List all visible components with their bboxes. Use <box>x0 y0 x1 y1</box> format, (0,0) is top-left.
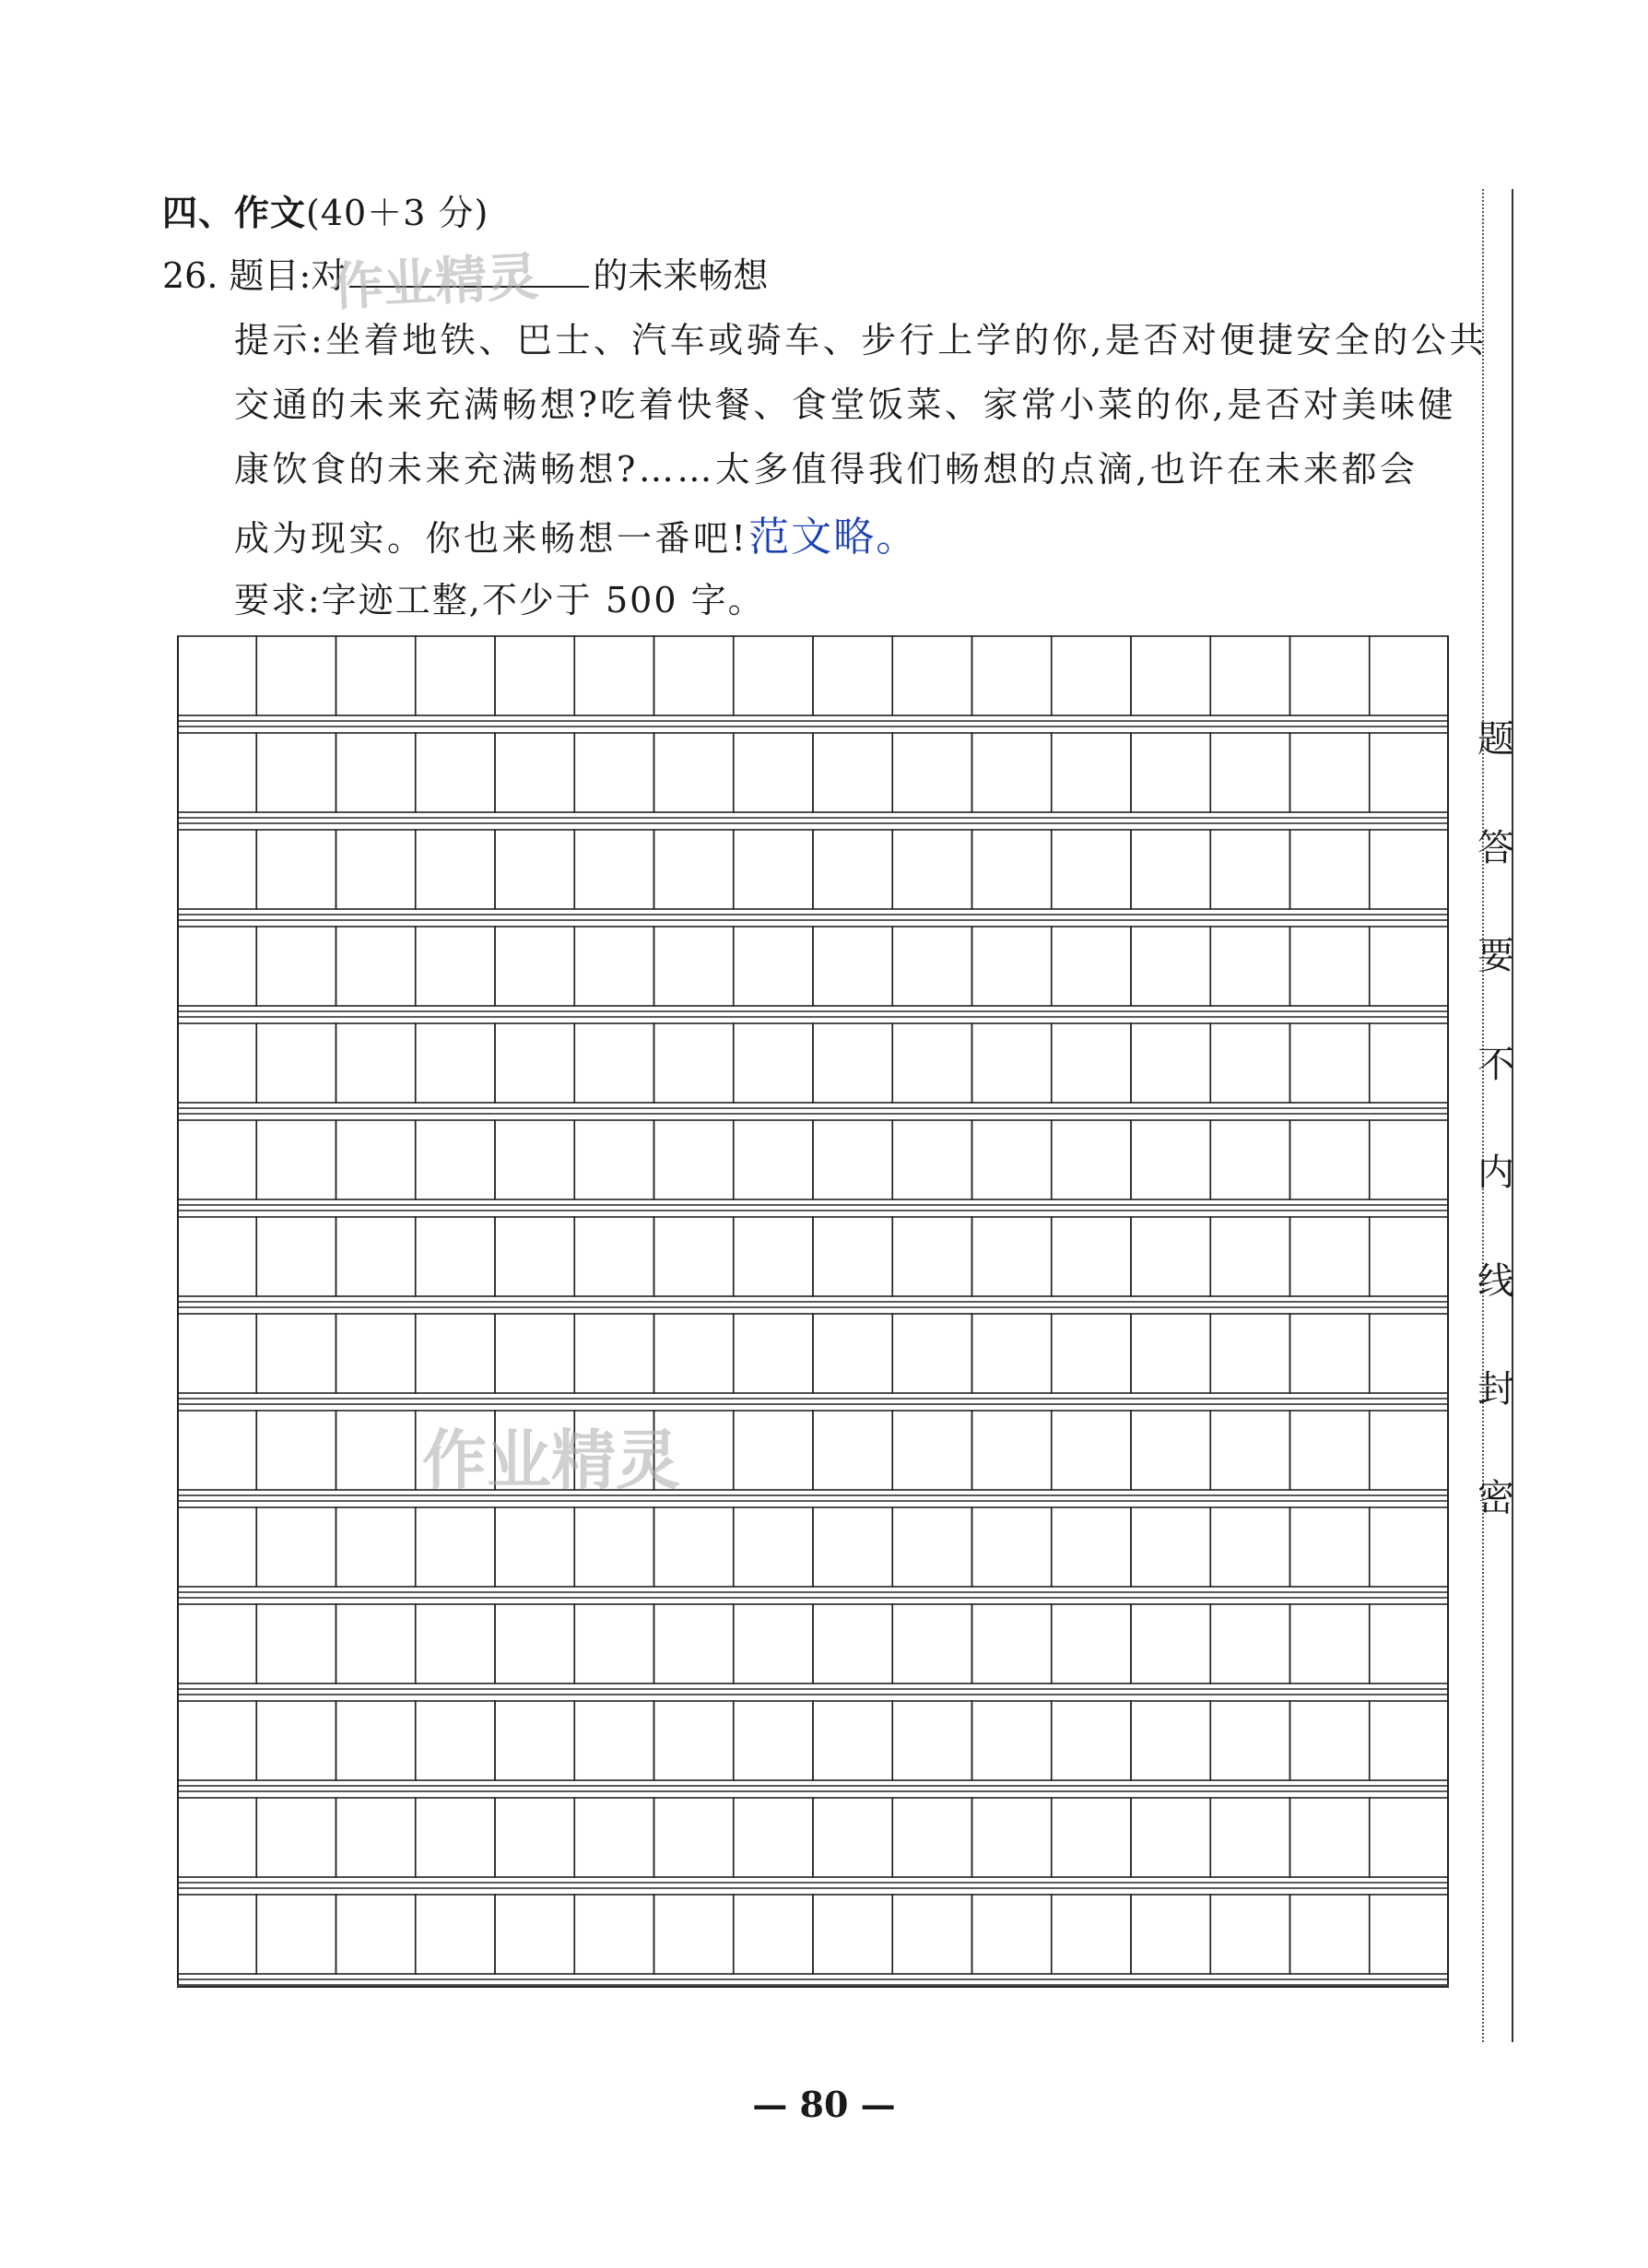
grid-cell[interactable] <box>177 636 256 715</box>
grid-cell[interactable] <box>1210 1604 1289 1683</box>
grid-cell[interactable] <box>892 1895 971 1974</box>
grid-cell[interactable] <box>256 1895 335 1974</box>
grid-cell[interactable] <box>416 636 495 715</box>
grid-cell[interactable] <box>177 830 256 909</box>
grid-cell[interactable] <box>495 1314 574 1393</box>
grid-cell[interactable] <box>256 1120 335 1199</box>
grid-cell[interactable] <box>734 1604 813 1683</box>
grid-cell[interactable] <box>972 1217 1052 1296</box>
grid-cell[interactable] <box>654 636 734 715</box>
grid-cell[interactable] <box>892 636 971 715</box>
grid-cell[interactable] <box>734 1314 813 1393</box>
grid-cell[interactable] <box>972 927 1052 1006</box>
grid-cell[interactable] <box>1290 1217 1370 1296</box>
grid-cell[interactable] <box>1210 1120 1289 1199</box>
grid-cell[interactable] <box>813 1217 892 1296</box>
grid-cell[interactable] <box>734 636 813 715</box>
grid-row[interactable] <box>177 1895 1449 1974</box>
grid-cell[interactable] <box>416 1895 495 1974</box>
grid-cell[interactable] <box>495 733 574 812</box>
grid-cell[interactable] <box>574 733 653 812</box>
grid-cell[interactable] <box>1131 1507 1210 1587</box>
grid-cell[interactable] <box>336 1701 416 1780</box>
grid-cell[interactable] <box>256 1023 335 1103</box>
grid-cell[interactable] <box>177 1120 256 1199</box>
grid-cell[interactable] <box>1131 1023 1210 1103</box>
grid-cell[interactable] <box>1210 830 1289 909</box>
grid-cell[interactable] <box>1370 1411 1449 1490</box>
grid-cell[interactable] <box>574 1120 653 1199</box>
grid-cell[interactable] <box>1290 1507 1370 1587</box>
grid-cell[interactable] <box>1210 1023 1289 1103</box>
grid-cell[interactable] <box>256 1314 335 1393</box>
grid-cell[interactable] <box>256 636 335 715</box>
grid-cell[interactable] <box>1131 733 1210 812</box>
grid-cell[interactable] <box>1210 1411 1289 1490</box>
grid-row[interactable] <box>177 1217 1449 1296</box>
grid-cell[interactable] <box>1052 1798 1131 1877</box>
grid-cell[interactable] <box>1290 1701 1370 1780</box>
grid-row[interactable] <box>177 1314 1449 1393</box>
grid-cell[interactable] <box>1210 636 1289 715</box>
grid-cell[interactable] <box>416 1314 495 1393</box>
grid-cell[interactable] <box>972 1411 1052 1490</box>
grid-cell[interactable] <box>336 1895 416 1974</box>
seal-line-notice <box>1473 710 1519 1521</box>
grid-cell[interactable] <box>256 1411 335 1490</box>
grid-cell[interactable] <box>1210 733 1289 812</box>
grid-cell[interactable] <box>972 1507 1052 1587</box>
grid-cell[interactable] <box>256 1507 335 1587</box>
hint-line-1: 提示:坐着地铁、巴士、汽车或骑车、步行上学的你,是否对便捷安全的公共 <box>234 320 1488 360</box>
grid-row[interactable] <box>177 733 1449 812</box>
grid-cell[interactable] <box>1210 1507 1289 1587</box>
grid-cell[interactable] <box>574 830 653 909</box>
grid-cell[interactable] <box>1052 1701 1131 1780</box>
seal-char: 要 <box>1477 935 1514 978</box>
grid-cell[interactable] <box>1052 1507 1131 1587</box>
grid-cell[interactable] <box>177 1314 256 1393</box>
grid-cell[interactable] <box>336 1798 416 1877</box>
grid-cell[interactable] <box>892 927 971 1006</box>
grid-cell[interactable] <box>416 1217 495 1296</box>
grid-cell[interactable] <box>1210 1314 1289 1393</box>
grid-cell[interactable] <box>177 1507 256 1587</box>
grid-cell[interactable] <box>336 1604 416 1683</box>
grid-cell[interactable] <box>495 1023 574 1103</box>
grid-cell[interactable] <box>1131 1411 1210 1490</box>
grid-cell[interactable] <box>1131 1120 1210 1199</box>
grid-cell[interactable] <box>654 1120 734 1199</box>
seal-char: 密 <box>1477 1476 1514 1519</box>
grid-cell[interactable] <box>734 1798 813 1877</box>
grid-cell[interactable] <box>336 927 416 1006</box>
grid-cell[interactable] <box>1052 1314 1131 1393</box>
grid-cell[interactable] <box>336 1411 416 1490</box>
grid-cell[interactable] <box>495 1507 574 1587</box>
grid-cell[interactable] <box>177 1701 256 1780</box>
grid-cell[interactable] <box>416 1507 495 1587</box>
grid-cell[interactable] <box>1370 1314 1449 1393</box>
grid-cell[interactable] <box>1290 1023 1370 1103</box>
grid-cell[interactable] <box>1131 636 1210 715</box>
grid-cell[interactable] <box>256 1217 335 1296</box>
grid-cell[interactable] <box>416 927 495 1006</box>
grid-cell[interactable] <box>336 830 416 909</box>
grid-cell[interactable] <box>1131 1895 1210 1974</box>
section-heading <box>162 184 489 235</box>
grid-cell[interactable] <box>654 1604 734 1683</box>
grid-cell[interactable] <box>256 1701 335 1780</box>
grid-row[interactable] <box>177 830 1449 909</box>
grid-row[interactable] <box>177 1023 1449 1103</box>
grid-cell[interactable] <box>416 1701 495 1780</box>
grid-cell[interactable] <box>495 636 574 715</box>
grid-cell[interactable] <box>892 1023 971 1103</box>
grid-cell[interactable] <box>972 1895 1052 1974</box>
grid-cell[interactable] <box>495 1701 574 1780</box>
grid-cell[interactable] <box>1370 1507 1449 1587</box>
grid-cell[interactable] <box>1210 1217 1289 1296</box>
section-heading-title: 四、作文 <box>162 192 307 233</box>
grid-cell[interactable] <box>892 733 971 812</box>
grid-cell[interactable] <box>1370 927 1449 1006</box>
grid-cell[interactable] <box>734 1895 813 1974</box>
grid-cell[interactable] <box>1290 636 1370 715</box>
seal-char: 答 <box>1477 826 1514 869</box>
grid-cell[interactable] <box>734 1411 813 1490</box>
grid-cell[interactable] <box>734 1023 813 1103</box>
grid-cell[interactable] <box>972 1604 1052 1683</box>
grid-cell[interactable] <box>177 1023 256 1103</box>
grid-cell[interactable] <box>574 1604 653 1683</box>
grid-cell[interactable] <box>1210 1895 1289 1974</box>
grid-cell[interactable] <box>495 830 574 909</box>
grid-cell[interactable] <box>1370 1604 1449 1683</box>
grid-cell[interactable] <box>654 1895 734 1974</box>
grid-cell[interactable] <box>1052 636 1131 715</box>
grid-cell[interactable] <box>1290 1314 1370 1393</box>
grid-cell[interactable] <box>574 1798 653 1877</box>
grid-cell[interactable] <box>654 1023 734 1103</box>
grid-cell[interactable] <box>336 1023 416 1103</box>
grid-cell[interactable] <box>177 1798 256 1877</box>
grid-cell[interactable] <box>813 1895 892 1974</box>
hint-line-4 <box>234 503 918 562</box>
page-number: — 80 — <box>752 2084 896 2125</box>
grid-cell[interactable] <box>734 1217 813 1296</box>
grid-cell[interactable] <box>734 1507 813 1587</box>
grid-cell[interactable] <box>495 927 574 1006</box>
grid-cell[interactable] <box>654 830 734 909</box>
grid-cell[interactable] <box>972 1120 1052 1199</box>
grid-cell[interactable] <box>1052 830 1131 909</box>
grid-cell[interactable] <box>336 1217 416 1296</box>
question-suffix: 的未来畅想 <box>593 255 769 296</box>
grid-cell[interactable] <box>1052 1120 1131 1199</box>
grid-cell[interactable] <box>1290 830 1370 909</box>
grid-cell[interactable] <box>1370 636 1449 715</box>
grid-cell[interactable] <box>654 1798 734 1877</box>
grid-cell[interactable] <box>177 1604 256 1683</box>
grid-cell[interactable] <box>813 1120 892 1199</box>
seal-char: 内 <box>1477 1152 1514 1195</box>
grid-cell[interactable] <box>813 1798 892 1877</box>
grid-cell[interactable] <box>1370 733 1449 812</box>
grid-cell[interactable] <box>177 1217 256 1296</box>
grid-cell[interactable] <box>734 830 813 909</box>
question-number: 26. <box>162 255 218 296</box>
grid-cell[interactable] <box>495 1217 574 1296</box>
grid-cell[interactable] <box>972 1023 1052 1103</box>
grid-cell[interactable] <box>574 1895 653 1974</box>
grid-row[interactable] <box>177 927 1449 1006</box>
grid-cell[interactable] <box>1370 1798 1449 1877</box>
grid-cell[interactable] <box>495 1895 574 1974</box>
grid-cell[interactable] <box>416 1120 495 1199</box>
grid-row[interactable] <box>177 1507 1449 1587</box>
grid-cell[interactable] <box>336 1507 416 1587</box>
grid-cell[interactable] <box>416 733 495 812</box>
grid-cell[interactable] <box>1131 1604 1210 1683</box>
grid-cell[interactable] <box>813 733 892 812</box>
grid-cell[interactable] <box>1290 1895 1370 1974</box>
grid-cell[interactable] <box>734 927 813 1006</box>
seal-char: 封 <box>1477 1368 1514 1412</box>
grid-cell[interactable] <box>574 927 653 1006</box>
hint-line-3: 康饮食的未来充满畅想?……太多值得我们畅想的点滴,也许在未来都会 <box>234 449 1418 490</box>
grid-cell[interactable] <box>972 1314 1052 1393</box>
grid-cell[interactable] <box>892 1507 971 1587</box>
grid-cell[interactable] <box>1370 1120 1449 1199</box>
grid-cell[interactable] <box>177 927 256 1006</box>
grid-cell[interactable] <box>495 1604 574 1683</box>
grid-cell[interactable] <box>1370 1023 1449 1103</box>
grid-cell[interactable] <box>972 636 1052 715</box>
grid-cell[interactable] <box>1052 1411 1131 1490</box>
grid-cell[interactable] <box>256 927 335 1006</box>
question-label: 题目:对 <box>229 255 347 296</box>
grid-cell[interactable] <box>1210 1798 1289 1877</box>
grid-cell[interactable] <box>813 927 892 1006</box>
grid-cell[interactable] <box>495 1798 574 1877</box>
grid-row[interactable] <box>177 1120 1449 1199</box>
grid-cell[interactable] <box>336 1314 416 1393</box>
grid-cell[interactable] <box>256 830 335 909</box>
grid-cell[interactable] <box>1370 1701 1449 1780</box>
grid-cell[interactable] <box>654 1217 734 1296</box>
grid-cell[interactable] <box>336 733 416 812</box>
seal-char: 线 <box>1477 1259 1514 1303</box>
seal-char: 题 <box>1477 718 1514 761</box>
grid-cell[interactable] <box>1290 1120 1370 1199</box>
grid-cell[interactable] <box>1131 830 1210 909</box>
grid-cell[interactable] <box>1370 830 1449 909</box>
grid-cell[interactable] <box>1370 1895 1449 1974</box>
grid-cell[interactable] <box>1131 1798 1210 1877</box>
grid-cell[interactable] <box>972 830 1052 909</box>
grid-cell[interactable] <box>813 1701 892 1780</box>
grid-cell[interactable] <box>972 733 1052 812</box>
section-heading-score: (40＋3 分) <box>306 193 489 233</box>
grid-cell[interactable] <box>1131 1701 1210 1780</box>
watermark-top: 作业精灵 <box>330 247 540 318</box>
grid-cell[interactable] <box>892 1217 971 1296</box>
grid-cell[interactable] <box>1290 927 1370 1006</box>
grid-cell[interactable] <box>1052 1023 1131 1103</box>
grid-cell[interactable] <box>256 1798 335 1877</box>
grid-cell[interactable] <box>1052 927 1131 1006</box>
grid-cell[interactable] <box>654 927 734 1006</box>
grid-cell[interactable] <box>416 1604 495 1683</box>
grid-row[interactable] <box>177 1604 1449 1683</box>
grid-row[interactable] <box>177 636 1449 715</box>
grid-cell[interactable] <box>1052 1895 1131 1974</box>
grid-cell[interactable] <box>1131 1314 1210 1393</box>
grid-row[interactable] <box>177 1798 1449 1877</box>
grid-cell[interactable] <box>892 1411 971 1490</box>
grid-cell[interactable] <box>654 1314 734 1393</box>
grid-cell[interactable] <box>256 733 335 812</box>
grid-cell[interactable] <box>654 1701 734 1780</box>
grid-cell[interactable] <box>892 830 971 909</box>
grid-cell[interactable] <box>972 1701 1052 1780</box>
answer-note: 范文略。 <box>748 514 919 561</box>
grid-cell[interactable] <box>813 1023 892 1103</box>
grid-cell[interactable] <box>574 1507 653 1587</box>
grid-cell[interactable] <box>813 1411 892 1490</box>
grid-cell[interactable] <box>654 733 734 812</box>
grid-cell[interactable] <box>734 733 813 812</box>
hint-line-4-text: 成为现实。你也来畅想一番吧! <box>234 518 749 559</box>
grid-cell[interactable] <box>813 830 892 909</box>
grid-cell[interactable] <box>1210 927 1289 1006</box>
grid-cell[interactable] <box>256 1604 335 1683</box>
grid-cell[interactable] <box>574 1023 653 1103</box>
grid-cell[interactable] <box>654 1507 734 1587</box>
grid-cell[interactable] <box>1290 733 1370 812</box>
grid-cell[interactable] <box>892 1798 971 1877</box>
grid-cell[interactable] <box>813 1604 892 1683</box>
grid-cell[interactable] <box>1052 1604 1131 1683</box>
grid-cell[interactable] <box>574 1314 653 1393</box>
grid-cell[interactable] <box>1370 1217 1449 1296</box>
grid-cell[interactable] <box>1131 1217 1210 1296</box>
grid-cell[interactable] <box>495 1120 574 1199</box>
grid-cell[interactable] <box>892 1314 971 1393</box>
grid-cell[interactable] <box>892 1120 971 1199</box>
grid-cell[interactable] <box>416 830 495 909</box>
grid-cell[interactable] <box>734 1701 813 1780</box>
watermark-middle: 作业精灵 <box>422 1423 680 1498</box>
grid-cell[interactable] <box>336 1120 416 1199</box>
writing-grid[interactable] <box>177 632 1449 1988</box>
seal-char: 不 <box>1477 1043 1514 1086</box>
grid-cell[interactable] <box>1290 1411 1370 1490</box>
grid-cell[interactable] <box>574 1217 653 1296</box>
grid-cell[interactable] <box>813 636 892 715</box>
grid-cell[interactable] <box>1290 1604 1370 1683</box>
grid-cell[interactable] <box>1052 1217 1131 1296</box>
hint-line-2: 交通的未来充满畅想?吃着快餐、食堂饭菜、家常小菜的你,是否对美味健 <box>234 384 1456 425</box>
grid-cell[interactable] <box>416 1023 495 1103</box>
grid-cell[interactable] <box>416 1798 495 1877</box>
grid-cell[interactable] <box>972 1798 1052 1877</box>
grid-cell[interactable] <box>1210 1701 1289 1780</box>
grid-cell[interactable] <box>177 1895 256 1974</box>
grid-cell[interactable] <box>813 1507 892 1587</box>
grid-row[interactable] <box>177 1701 1449 1780</box>
grid-cell[interactable] <box>177 733 256 812</box>
grid-cell[interactable] <box>1290 1798 1370 1877</box>
grid-cell[interactable] <box>574 1701 653 1780</box>
grid-cell[interactable] <box>813 1314 892 1393</box>
grid-row[interactable] <box>177 1411 1449 1490</box>
requirement-text: 要求:字迹工整,不少于 500 字。 <box>234 580 765 620</box>
grid-cell[interactable] <box>734 1120 813 1199</box>
grid-cell[interactable] <box>892 1701 971 1780</box>
grid-cell[interactable] <box>1052 733 1131 812</box>
grid-cell[interactable] <box>177 1411 256 1490</box>
grid-cell[interactable] <box>574 636 653 715</box>
grid-cell[interactable] <box>336 636 416 715</box>
grid-cell[interactable] <box>1131 927 1210 1006</box>
grid-cell[interactable] <box>892 1604 971 1683</box>
